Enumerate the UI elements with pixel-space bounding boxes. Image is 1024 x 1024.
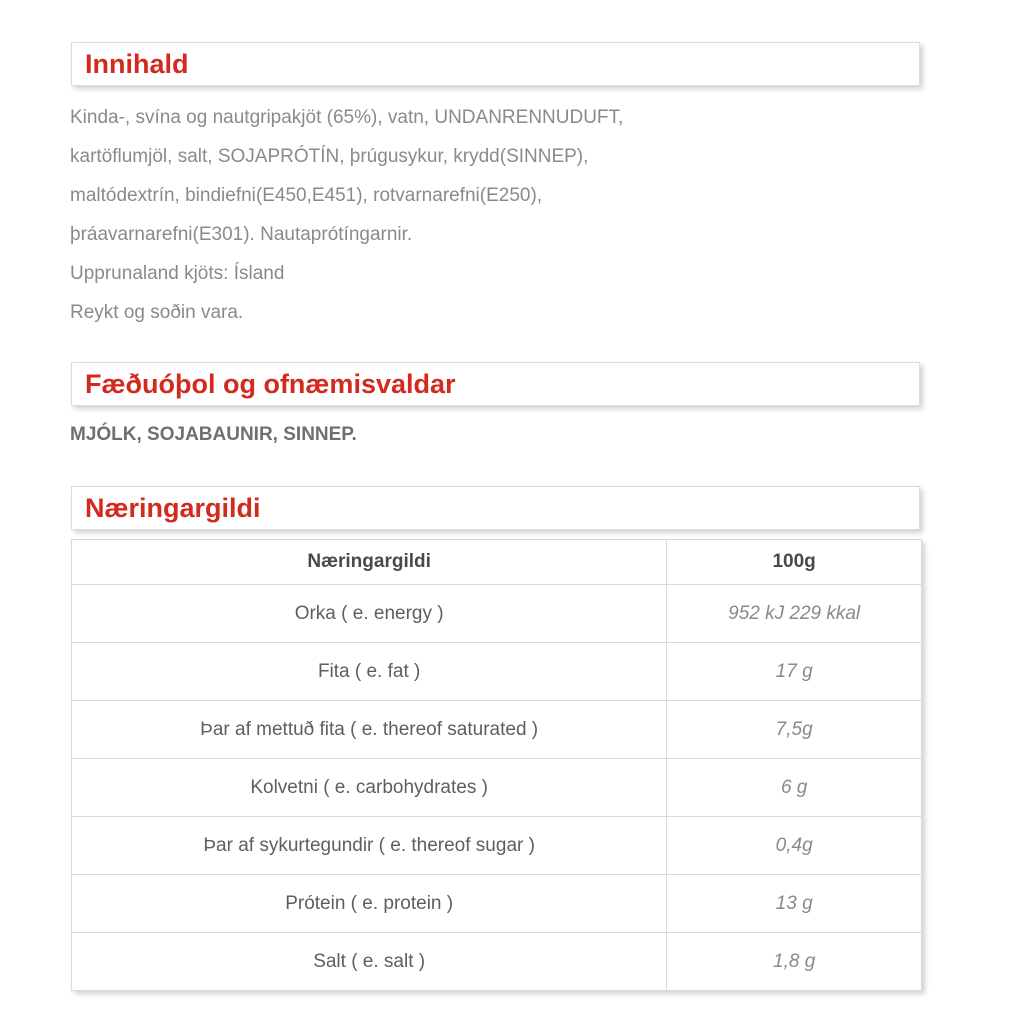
- table-row: [72, 933, 922, 991]
- table-row: [72, 585, 922, 643]
- ingredients-title: Innihald: [85, 49, 189, 79]
- product-note-line: Reykt og soðin vara.: [70, 302, 244, 323]
- nutrition-title: Næringargildi: [85, 493, 261, 523]
- nutrient-value: 13 g: [667, 875, 922, 933]
- ingredients-header: [71, 42, 920, 86]
- nutrient-label: Prótein ( e. protein ): [72, 875, 667, 933]
- country-of-origin-line: Upprunaland kjöts: Ísland: [70, 263, 285, 284]
- nutrient-label: Kolvetni ( e. carbohydrates ): [72, 759, 667, 817]
- nutrient-value: 952 kJ 229 kkal: [667, 585, 922, 643]
- nutrient-value: 0,4g: [667, 817, 922, 875]
- nutrient-label: Orka ( e. energy ): [72, 585, 667, 643]
- column-header-nutrient: Næringargildi: [72, 540, 667, 585]
- allergens-header: [71, 362, 920, 406]
- ingredients-text: [70, 98, 930, 332]
- table-row: [72, 701, 922, 759]
- allergens-text: MJÓLK, SOJABAUNIR, SINNEP.: [70, 424, 357, 445]
- nutrient-label: Þar af sykurtegundir ( e. thereof sugar ): [72, 817, 667, 875]
- nutrition-table: [71, 539, 922, 991]
- table-row: [72, 817, 922, 875]
- allergens-title: Fæðuóþol og ofnæmisvaldar: [85, 369, 456, 399]
- nutrient-value: 7,5g: [667, 701, 922, 759]
- column-header-per-100g: 100g: [667, 540, 922, 585]
- table-row: [72, 875, 922, 933]
- nutrient-label: Salt ( e. salt ): [72, 933, 667, 991]
- nutrient-label: Fita ( e. fat ): [72, 643, 667, 701]
- nutrient-value: 6 g: [667, 759, 922, 817]
- ingredients-line: maltódextrín, bindiefni(E450,E451), rotvarnarefni(E250),: [70, 185, 543, 206]
- nutrient-label: Þar af mettuð fita ( e. thereof saturated ): [72, 701, 667, 759]
- nutrient-value: 17 g: [667, 643, 922, 701]
- nutrition-header-row: [72, 540, 922, 585]
- ingredients-line: Kinda-, svína og nautgripakjöt (65%), vatn, UNDANRENNUDUFT,: [70, 107, 624, 128]
- table-row: [72, 643, 922, 701]
- nutrition-header: [71, 486, 920, 530]
- table-row: [72, 759, 922, 817]
- nutrient-value: 1,8 g: [667, 933, 922, 991]
- ingredients-line: kartöflumjöl, salt, SOJAPRÓTÍN, þrúgusykur, krydd(SINNEP),: [70, 146, 589, 167]
- ingredients-line: þráavarnarefni(E301). Nautaprótíngarnir.: [70, 224, 413, 245]
